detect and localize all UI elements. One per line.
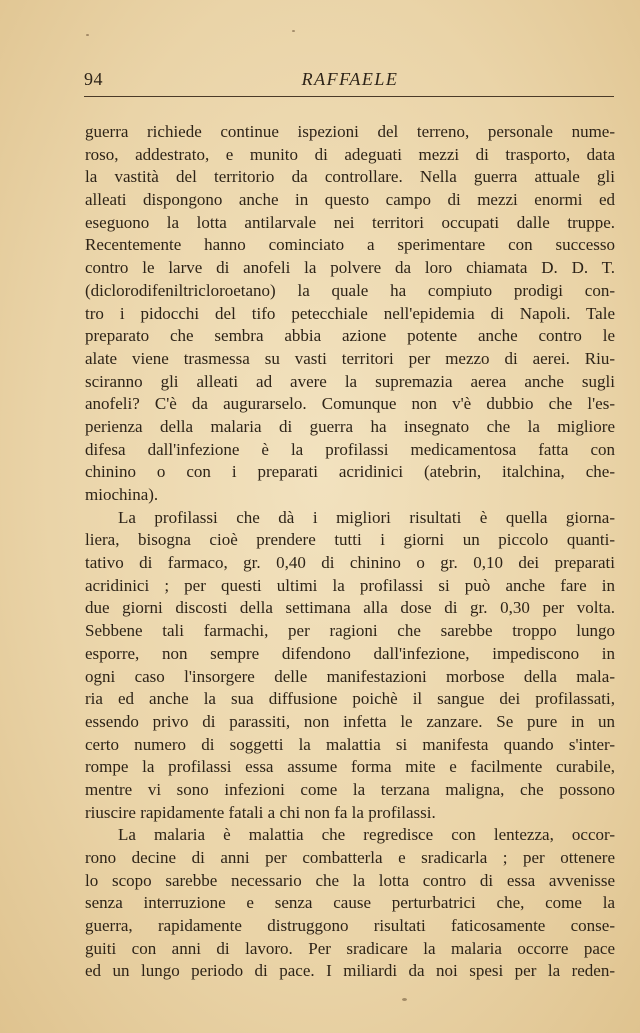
text-line: guiti con anni di lavoro. Per sradicare la malaria occorre pace <box>85 938 615 958</box>
text-line: esporre, non sempre difendono dall'infezione, impediscono in <box>85 643 615 663</box>
text-line: senza interruzione e senza cause perturbatrici che, come la <box>85 893 615 913</box>
text-line: anofeli? C'è da augurarselo. Comunque non v'è dubbio che l'es- <box>85 394 615 414</box>
text-line: sciranno gli alleati ad avere la supremazia aerea anche sugli <box>85 371 615 391</box>
header-rule <box>84 96 614 97</box>
paragraph-end-line: miochina). <box>85 485 159 504</box>
paper-speck <box>402 998 407 1001</box>
text-line: ogni caso l'insorgere delle manifestazioni morbose della mala- <box>85 666 615 686</box>
text-line: alate viene trasmessa su vasti territori per mezzo di aerei. Riu- <box>85 348 615 368</box>
text-line: la vastità del territorio da controllare. Nella guerra attuale gli <box>85 167 615 187</box>
text-line: roso, addestrato, e munito di adeguati mezzi di trasporto, data <box>85 144 615 164</box>
running-title: RAFFAELE <box>301 69 399 89</box>
text-line: alleati dispongono anche in questo campo di mezzi enormi ed <box>85 190 615 210</box>
text-line: eseguono la lotta antilarvale nei territori occupati dalle truppe. <box>85 212 615 232</box>
text-line: tro i pidocchi del tifo petecchiale nell'epidemia di Napoli. Tale <box>85 303 615 323</box>
paper-speck <box>292 30 295 32</box>
text-line: rompe la profilassi essa assume forma mite e facilmente curabile, <box>85 757 615 777</box>
text-line: (diclorodifeniltricloroetano) la quale ha compiuto prodigi con- <box>85 280 615 300</box>
text-line: lo scopo sarebbe necessario che la lotta contro di essa avvenisse <box>85 870 615 890</box>
text-line: essendo privo di parassiti, non infetta le zanzare. Se pure in un <box>85 711 615 731</box>
page-number: 94 <box>84 69 103 89</box>
text-line: liera, bisogna cioè prendere tutti i giorni un piccolo quanti- <box>85 530 615 550</box>
text-line: guerra, rapidamente distruggono risultati faticosamente conse- <box>85 916 615 936</box>
running-head <box>84 66 616 92</box>
text-line: difesa dall'infezione è la profilassi medicamentosa fatta con <box>85 439 615 459</box>
text-line: preparato che sembra abbia azione potente anche contro le <box>85 326 615 346</box>
text-line: certo numero di soggetti la malattia si manifesta quando s'inter- <box>85 734 615 754</box>
text-line: Recentemente hanno cominciato a sperimentare con successo <box>85 235 615 255</box>
text-line: acridinici ; per questi ultimi la profilassi si può anche fare in <box>85 575 615 595</box>
paragraph-start-line: La profilassi che dà i migliori risultati è quella giorna- <box>118 507 615 527</box>
body-text <box>85 121 615 983</box>
text-line: rono decine di anni per combatterla e sradicarla ; per ottenere <box>85 848 615 867</box>
text-line: chinino o con i preparati acridinici (atebrin, italchina, che- <box>85 462 615 482</box>
text-line: contro le larve di anofeli la polvere da loro chiamata D. D. T. <box>85 258 615 278</box>
text-line: tativo di farmaco, gr. 0,40 di chinino o gr. 0,10 dei preparati <box>85 553 615 573</box>
text-line: perienza della malaria di guerra ha insegnato che la migliore <box>85 416 615 436</box>
text-line: mentre vi sono infezioni come la terzana maligna, che possono <box>85 779 615 799</box>
paragraph-end-line: riuscire rapidamente fatali a chi non fa la profilassi. <box>85 802 436 822</box>
text-line: due giorni discosti della settimana alla dose di gr. 0,30 per volta. <box>85 598 615 618</box>
text-line: guerra richiede continue ispezioni del terreno, personale nume- <box>85 122 615 141</box>
text-line: Sebbene tali farmachi, per ragioni che sarebbe troppo lungo <box>85 621 615 641</box>
text-line: ria ed anche la sua diffusione poichè il sangue dei profilassati, <box>85 689 615 709</box>
paper-speck <box>86 34 89 36</box>
paragraph-start-line: La malaria è malattia che regredisce con lentezza, occor- <box>118 825 615 845</box>
text-line: ed un lungo periodo di pace. I miliardi da noi spesi per la reden- <box>85 961 615 981</box>
